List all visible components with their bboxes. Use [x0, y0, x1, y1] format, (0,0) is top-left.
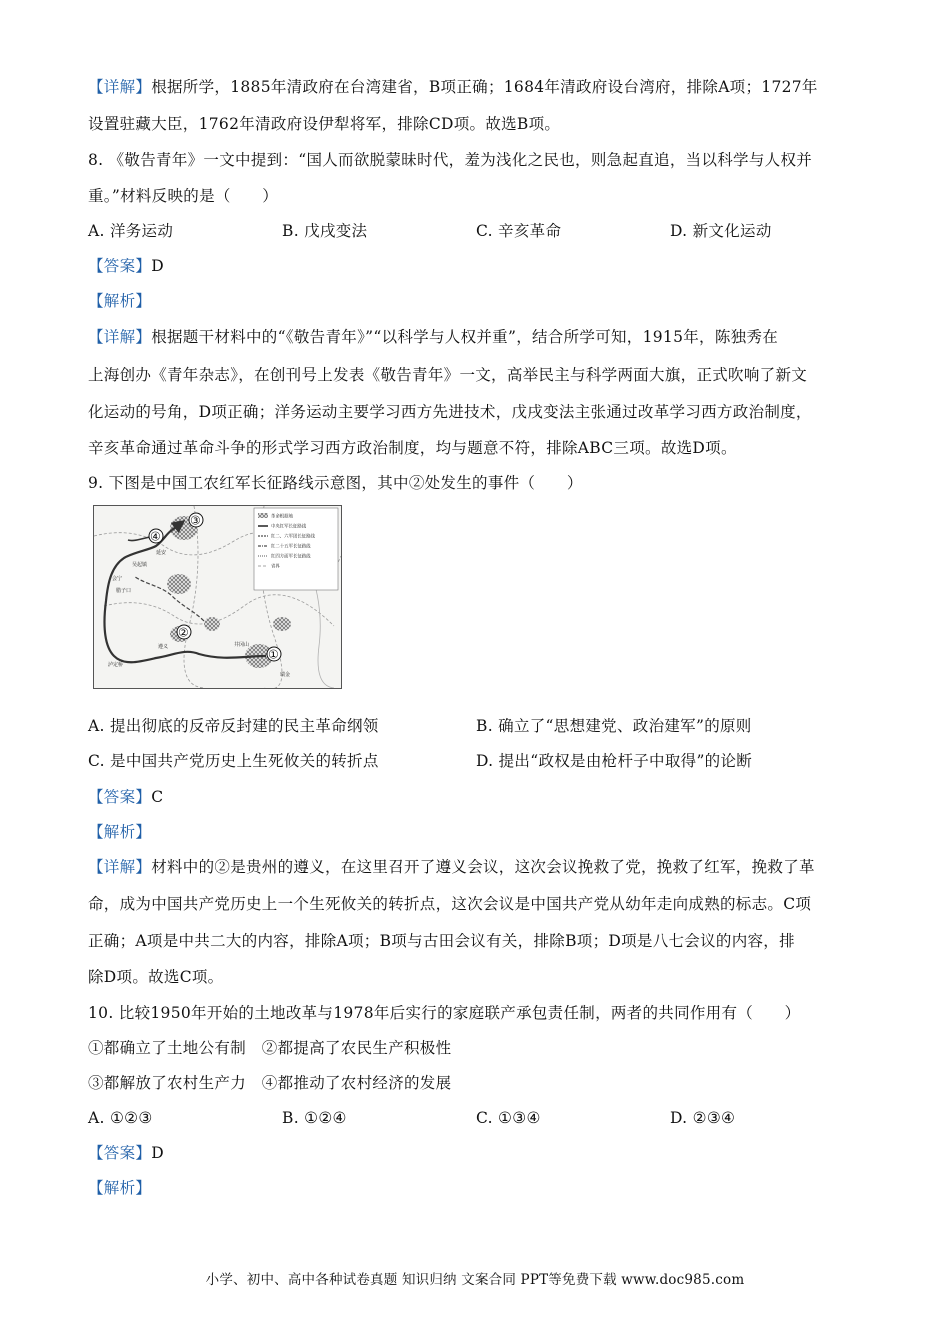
place-lazikou: 腊子口: [116, 588, 132, 594]
q8-option-c: C. 辛亥革命: [476, 222, 562, 240]
q10-stem: 10. 比较1950年开始的土地改革与1978年后实行的家庭联产承包责任制，两者的共同作用有（ ）: [88, 1004, 801, 1022]
marker-1: ①: [268, 647, 279, 662]
place-ruijin: 瑞金: [280, 672, 291, 678]
q9-detail-line-2: 命，成为中国共产党历史上一个生死攸关的转折点，这次会议是中国共产党从幼年走向成熟的标志。C项: [88, 895, 812, 913]
q8-answer: 【答案】D: [88, 257, 164, 275]
legend-4th-front-route: 红四方面军长征路线: [271, 554, 311, 560]
q8-detail-line-3: 化运动的号角，D项正确；洋务运动主要学习西方先进技术，戊戌变法主张通过改革学习西方政治制度，: [88, 403, 812, 421]
legend-base-area: 革命根据地: [271, 514, 293, 520]
q9-option-d: D. 提出“政权是由枪杆子中取得”的论断: [476, 752, 753, 770]
q9-stem: 9. 下图是中国工农红军长征路线示意图，其中②处发生的事件（ ）: [88, 474, 583, 492]
place-zunyi: 遵义: [158, 644, 169, 650]
long-march-map-image: [94, 506, 341, 688]
q9-option-c: C. 是中国共产党历史上生死攸关的转折点: [88, 752, 379, 770]
page-footer: 小学、初中、高中各种试卷真题 知识归纳 文案合同 PPT等免费下载 www.doc985.com: [205, 1272, 745, 1288]
q10-option-a: A. ①②③: [88, 1109, 153, 1127]
q8-detail-line-1: 【详解】根据题干材料中的“《敬告青年》”“以科学与人权并重”，结合所学可知，1915年，陈独秀在: [88, 328, 779, 346]
q8-stem-line-1: 8. 《敬告青年》一文中提到：“国人而欲脱蒙昧时代，羞为浅化之民也，则急起直追，当以科学与人权并: [88, 151, 813, 169]
marker-4: ④: [150, 529, 161, 544]
q8-detail-line-4: 辛亥革命通过革命斗争的形式学习西方政治制度，均与题意不符，排除ABC三项。故选D项。: [88, 439, 737, 457]
legend-2-6-route: 红二、六军团长征路线: [271, 534, 315, 540]
place-yanan: 延安: [156, 550, 167, 556]
marker-3: ③: [190, 513, 201, 528]
q8-stem-line-2: 重。”材料反映的是（ ）: [88, 187, 279, 205]
q9-detail-line-1: 【详解】材料中的②是贵州的遵义，在这里召开了遵义会议，这次会议挽救了党，挽救了红军，挽救了革: [88, 858, 815, 876]
legend-25-route: 红二十五军长征路线: [271, 544, 311, 550]
legend-province-border: 省界: [271, 564, 280, 570]
long-march-map: [93, 505, 342, 689]
place-luding: 泸定桥: [108, 662, 124, 668]
marker-2: ②: [178, 625, 189, 640]
q9-analysis-label: 【解析】: [88, 823, 152, 841]
place-huining: 会宁: [112, 576, 123, 582]
q10-items-line-2: ③都解放了农村生产力 ④都推动了农村经济的发展: [88, 1074, 452, 1092]
q9-detail-line-4: 除D项。故选C项。: [88, 968, 224, 986]
detail-tag: 【详解】: [88, 78, 152, 96]
legend-central-route: 中央红军长征路线: [271, 524, 307, 530]
q9-detail-line-3: 正确；A项是中共二大的内容，排除A项；B项与古田会议有关，排除B项；D项是八七会议的内容，排: [88, 932, 795, 950]
q8-option-a: A. 洋务运动: [88, 222, 174, 240]
place-wuqi: 吴起镇: [132, 562, 148, 568]
q10-option-c: C. ①③④: [476, 1109, 541, 1127]
q10-option-d: D. ②③④: [670, 1109, 736, 1127]
place-jinggangshan: 井冈山: [234, 642, 250, 648]
q7-detail-line-1: 【详解】根据所学，1885年清政府在台湾建省，B项正确；1684年清政府设台湾府，排除A项；1727年: [88, 78, 818, 96]
q8-option-d: D. 新文化运动: [670, 222, 772, 240]
q9-option-b: B. 确立了“思想建党、政治建军”的原则: [476, 717, 752, 735]
q10-option-b: B. ①②④: [282, 1109, 347, 1127]
q8-option-b: B. 戊戌变法: [282, 222, 368, 240]
q9-answer: 【答案】C: [88, 788, 164, 806]
q10-items-line-1: ①都确立了土地公有制 ②都提高了农民生产积极性: [88, 1039, 452, 1057]
q9-option-a: A. 提出彻底的反帝反封建的民主革命纲领: [88, 717, 379, 735]
q8-analysis-label: 【解析】: [88, 292, 152, 310]
q10-analysis-label: 【解析】: [88, 1179, 152, 1197]
q8-detail-line-2: 上海创办《青年杂志》，在创刊号上发表《敬告青年》一文，高举民主与科学两面大旗，正式吹响了新文: [88, 366, 808, 384]
q10-answer: 【答案】D: [88, 1144, 164, 1162]
q7-detail-line-2: 设置驻藏大臣，1762年清政府设伊犁将军，排除CD项。故选B项。: [88, 115, 561, 133]
